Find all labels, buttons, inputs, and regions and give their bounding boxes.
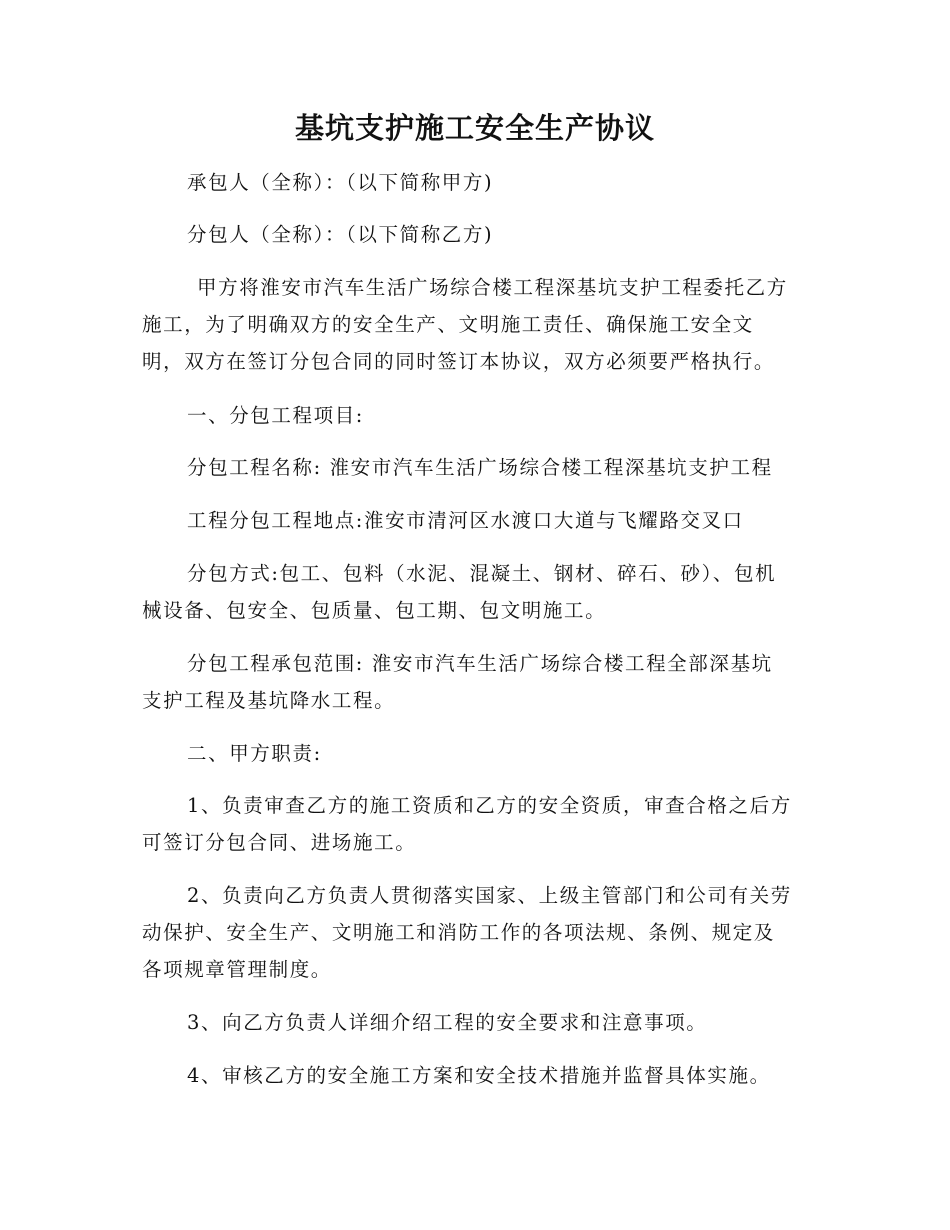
method-line-1: 分包方式:包工、包料（水泥、混凝土、钢材、碎石、砂）、包机 xyxy=(187,562,777,585)
intro-line-3: 明，双方在签订分包合同的同时签订本协议，双方必须要严格执行。 xyxy=(142,350,776,373)
duty3-line: 3、向乙方负责人详细介绍工程的安全要求和注意事项。 xyxy=(187,1011,708,1034)
intro-line-1: 甲方将淮安市汽车生活广场综合楼工程深基坑支护工程委托乙方 xyxy=(197,276,788,299)
method-line-2: 械设备、包安全、包质量、包工期、包文明施工。 xyxy=(142,599,607,622)
project-location-line: 工程分包工程地点:淮安市清河区水渡口大道与飞耀路交叉口 xyxy=(187,509,744,532)
contractor-line: 承包人（全称）：（以下简称甲方) xyxy=(187,171,494,194)
scope-line-2: 支护工程及基坑降水工程。 xyxy=(142,689,396,712)
duty4-line: 4、审核乙方的安全施工方案和安全技术措施并监督具体实施。 xyxy=(187,1064,771,1087)
duty2-line-1: 2、负责向乙方负责人贯彻落实国家、上级主管部门和公司有关劳 xyxy=(187,884,792,907)
duty2-line-2: 动保护、安全生产、文明施工和消防工作的各项法规、条例、规定及 xyxy=(142,921,776,944)
project-name-line: 分包工程名称: 淮安市汽车生活广场综合楼工程深基坑支护工程 xyxy=(187,456,773,479)
section2-heading: 二、甲方职责: xyxy=(187,742,322,765)
document-title: 基坑支护施工安全生产协议 xyxy=(294,111,655,145)
scope-line-1: 分包工程承包范围: 淮安市汽车生活广场综合楼工程全部深基坑 xyxy=(187,652,773,675)
duty2-line-3: 各项规章管理制度。 xyxy=(142,958,332,981)
duty1-line-2: 可签订分包合同、进场施工。 xyxy=(142,831,417,854)
section1-heading: 一、分包工程项目: xyxy=(187,404,364,427)
duty1-line-1: 1、负责审查乙方的施工资质和乙方的安全资质，审查合格之后方 xyxy=(187,794,792,817)
subcontractor-line: 分包人（全称）：（以下简称乙方) xyxy=(187,223,494,246)
intro-line-2: 施工，为了明确双方的安全生产、文明施工责任、确保施工安全文 xyxy=(142,313,754,336)
